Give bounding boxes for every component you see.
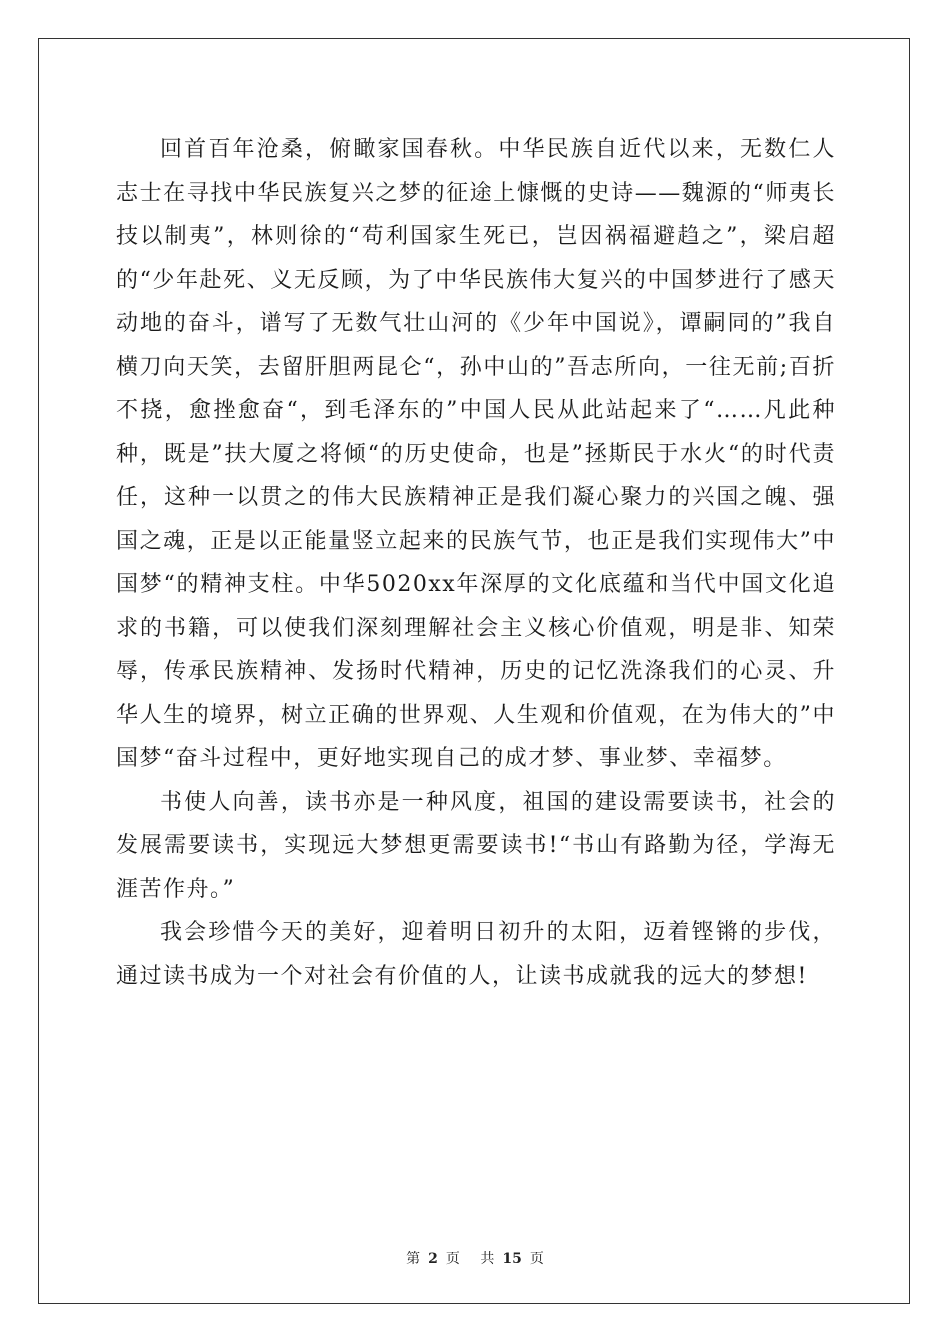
total-suffix: 页 xyxy=(529,1251,544,1267)
total-indicator xyxy=(476,1251,547,1267)
total-prefix: 共 xyxy=(480,1251,495,1267)
page-indicator xyxy=(402,1251,464,1267)
page-number: 2 xyxy=(428,1251,438,1267)
paragraph-1: 回首百年沧桑，俯瞰家国春秋。中华民族自近代以来，无数仁人志士在寻找中华民族复兴之梦的征途上慷慨的史诗——魏源的“师夷长技以制夷”，林则徐的“苟利国家生死已，岂因祸福避趋之”，梁启超的“少年赴死、义无反顾，为了中华民族伟大复兴的中国梦进行了感天动地的奋斗，谱写了无数气壮山河的《少年中国说》，谭嗣同的”我自横刀向天笑，去留肝胆两昆仑“，孙中山的”吾志所向，一往无前;百折不挠，愈挫愈奋“，到毛泽东的”中国人民从此站起来了“……凡此种种，既是”扶大厦之将倾“的历史使命，也是”拯斯民于水火“的时代责任，这种一以贯之的伟大民族精神正是我们凝心聚力的兴国之魄、强国之魂，正是以正能量竖立起来的民族气节，也正是我们实现伟大”中国梦“的精神支柱。中华5020xx年深厚的文化底蕴和当代中国文化追求的书籍，可以使我们深刻理解社会主义核心价值观，明是非、知荣辱，传承民族精神、发扬时代精神，历史的记忆洗涤我们的心灵、升华人生的境界，树立正确的世界观、人生观和价值观，在为伟大的”中国梦“奋斗过程中，更好地实现自己的成才梦、事业梦、幸福梦。 xyxy=(116,137,836,771)
page-suffix: 页 xyxy=(445,1251,460,1267)
page-prefix: 第 xyxy=(406,1251,421,1267)
page-footer xyxy=(0,1248,950,1268)
paragraph-2: 书使人向善，读书亦是一种风度，祖国的建设需要读书，社会的发展需要读书，实现远大梦想更需要读书!“书山有路勤为径，学海无涯苦作舟。” xyxy=(116,789,836,902)
paragraph-3: 我会珍惜今天的美好，迎着明日初升的太阳，迈着铿锵的步伐，通过读书成为一个对社会有价值的人，让读书成就我的远大的梦想! xyxy=(116,920,836,989)
total-pages: 15 xyxy=(502,1251,522,1267)
document-body xyxy=(116,128,836,998)
